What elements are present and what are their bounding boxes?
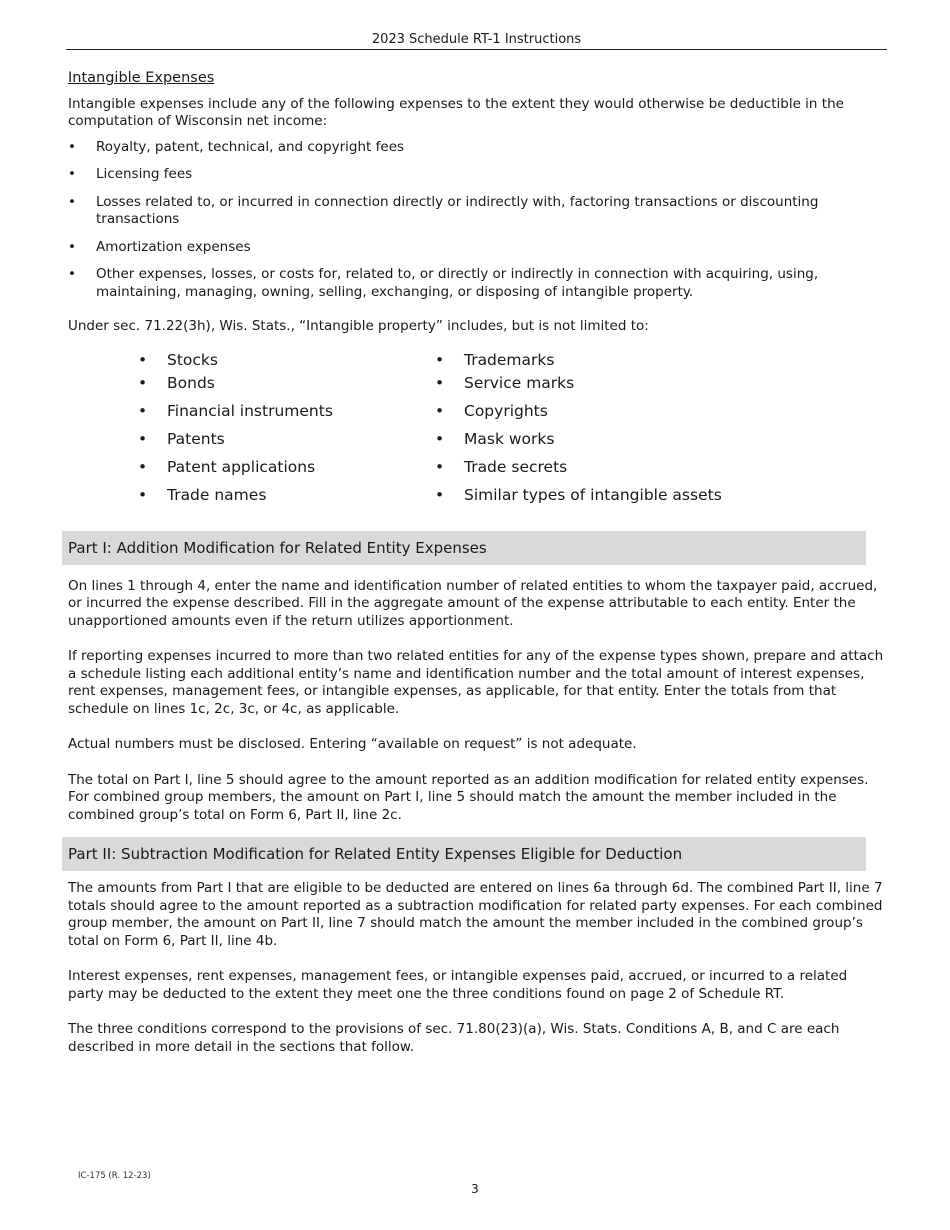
list-item [68,166,886,184]
part-2-heading: Part II: Subtraction Modification for Related Entity Expenses Eligible for Deduction [62,837,866,871]
bullet-icon: • [138,457,148,476]
list-item-text: Losses related to, or incurred in connection directly or indirectly with, factoring transactions or discounting transactions [96,193,819,227]
list-item-text: Trade names [167,485,267,504]
list-item-text: Mask works [464,429,555,448]
list-item [68,139,886,157]
part-1-heading: Part I: Addition Modification for Related Entity Expenses [62,531,866,565]
list-item [435,485,732,513]
list-item-text: Licensing fees [96,166,193,182]
bullet-icon: • [138,485,148,504]
bullet-icon: • [138,429,148,448]
list-item [138,457,435,485]
bullet-icon: • [68,266,76,282]
list-item [138,429,435,457]
list-item-text: Other expenses, losses, or costs for, related to, or directly or indirectly in connection with acquiring, using, maintaining, managing, owning, selling, exchanging, or disposing of intangible property. [96,266,819,300]
list-item-text: Similar types of intangible assets [464,485,722,504]
part-2-paragraph: The three conditions correspond to the provisions of sec. 71.80(23)(a), Wis. Stats. Conditions A, B, and C are each described in more detail in the sections that follow. [68,1021,840,1055]
bullet-icon: • [68,238,76,255]
part-2-paragraph: The amounts from Part I that are eligible to be deducted are entered on lines 6a through 6d. The combined Part II, line 7 totals should agree to the amount reported as a subtraction modification for related party expenses. For each combined group member, the amount on Part II, line 7 should match the amount the member included in the combined group’s total on Form 6, Part II, line 4b. [68,880,883,949]
intangible-expenses-intro: Intangible expenses include any of the following expenses to the extent they would otherwise be deductible in the computation of Wisconsin net income: [68,95,844,129]
list-item [435,373,732,401]
bullet-icon: • [435,485,445,504]
list-item [138,485,435,513]
list-item-text: Stocks [167,350,218,369]
bullet-icon: • [435,401,445,420]
bullet-icon: • [435,350,445,369]
list-item-text: Royalty, patent, technical, and copyright fees [96,138,405,155]
list-item [68,266,886,301]
intangible-property-intro: Under sec. 71.22(3h), Wis. Stats., “Intangible property” includes, but is not limited to: [68,318,649,334]
part-1-paragraph: On lines 1 through 4, enter the name and identification number of related entities to whom the taxpayer paid, accrued, or incurred the expense described. Fill in the aggregate amount of the expense attributable to each entity. Enter the unapportioned amounts even if the return utilizes apportionment. [68,577,878,629]
list-item-text: Trade secrets [464,457,568,476]
bullet-icon: • [435,457,445,476]
intangible-property-list [138,350,886,513]
bullet-icon: • [68,166,76,182]
bullet-icon: • [138,350,148,369]
list-item [435,457,732,485]
list-item-text: Bonds [167,373,215,392]
part-1-paragraph: Actual numbers must be disclosed. Entering “available on request” is not adequate. [68,736,637,752]
bullet-icon: • [435,373,445,392]
bullet-icon: • [68,138,76,155]
part-1-paragraph: If reporting expenses incurred to more than two related entities for any of the expense types shown, prepare and attach a schedule listing each additional entity’s name and identification number and the total amount of interest expenses, rent expenses, management fees, or intangible expenses, as applicable, for that entity. Enter the totals from that schedule on lines 1c, 2c, 3c, or 4c, as applicable. [68,648,884,717]
list-item [68,194,886,229]
bullet-icon: • [138,373,148,392]
intangible-property-column-left [138,350,435,513]
list-item [435,350,732,373]
bullet-icon: • [68,193,76,210]
list-item-text: Patent applications [167,457,316,476]
list-item-text: Financial instruments [167,401,333,420]
bullet-icon: • [435,429,445,448]
list-item [435,429,732,457]
page-header: 2023 Schedule RT-1 Instructions [66,32,887,50]
list-item [138,401,435,429]
list-item-text: Trademarks [464,350,555,369]
list-item [68,239,886,257]
intangible-property-column-right [435,350,732,513]
bullet-icon: • [138,401,148,420]
list-item-text: Copyrights [464,401,548,420]
intangible-expenses-heading: Intangible Expenses [68,70,215,86]
list-item-text: Patents [167,429,225,448]
list-item-text: Service marks [464,373,575,392]
page-content [68,70,886,1056]
part-2-paragraph: Interest expenses, rent expenses, management fees, or intangible expenses paid, accrued, or incurred to a related party may be deducted to the extent they meet one the three conditions found on page 2 of Schedule RT. [68,968,848,1002]
page-number: 3 [471,1182,479,1196]
list-item [138,350,435,373]
form-id: IC-175 (R. 12-23) [78,1171,151,1181]
intangible-expenses-list [68,139,886,302]
part-1-paragraph: The total on Part I, line 5 should agree to the amount reported as an addition modification for related entity expenses. For combined group members, the amount on Part I, line 5 should match the amount the member included in the combined group’s total on Form 6, Part II, line 2c. [68,771,869,823]
list-item [138,373,435,401]
list-item [435,401,732,429]
list-item-text: Amortization expenses [96,238,251,255]
